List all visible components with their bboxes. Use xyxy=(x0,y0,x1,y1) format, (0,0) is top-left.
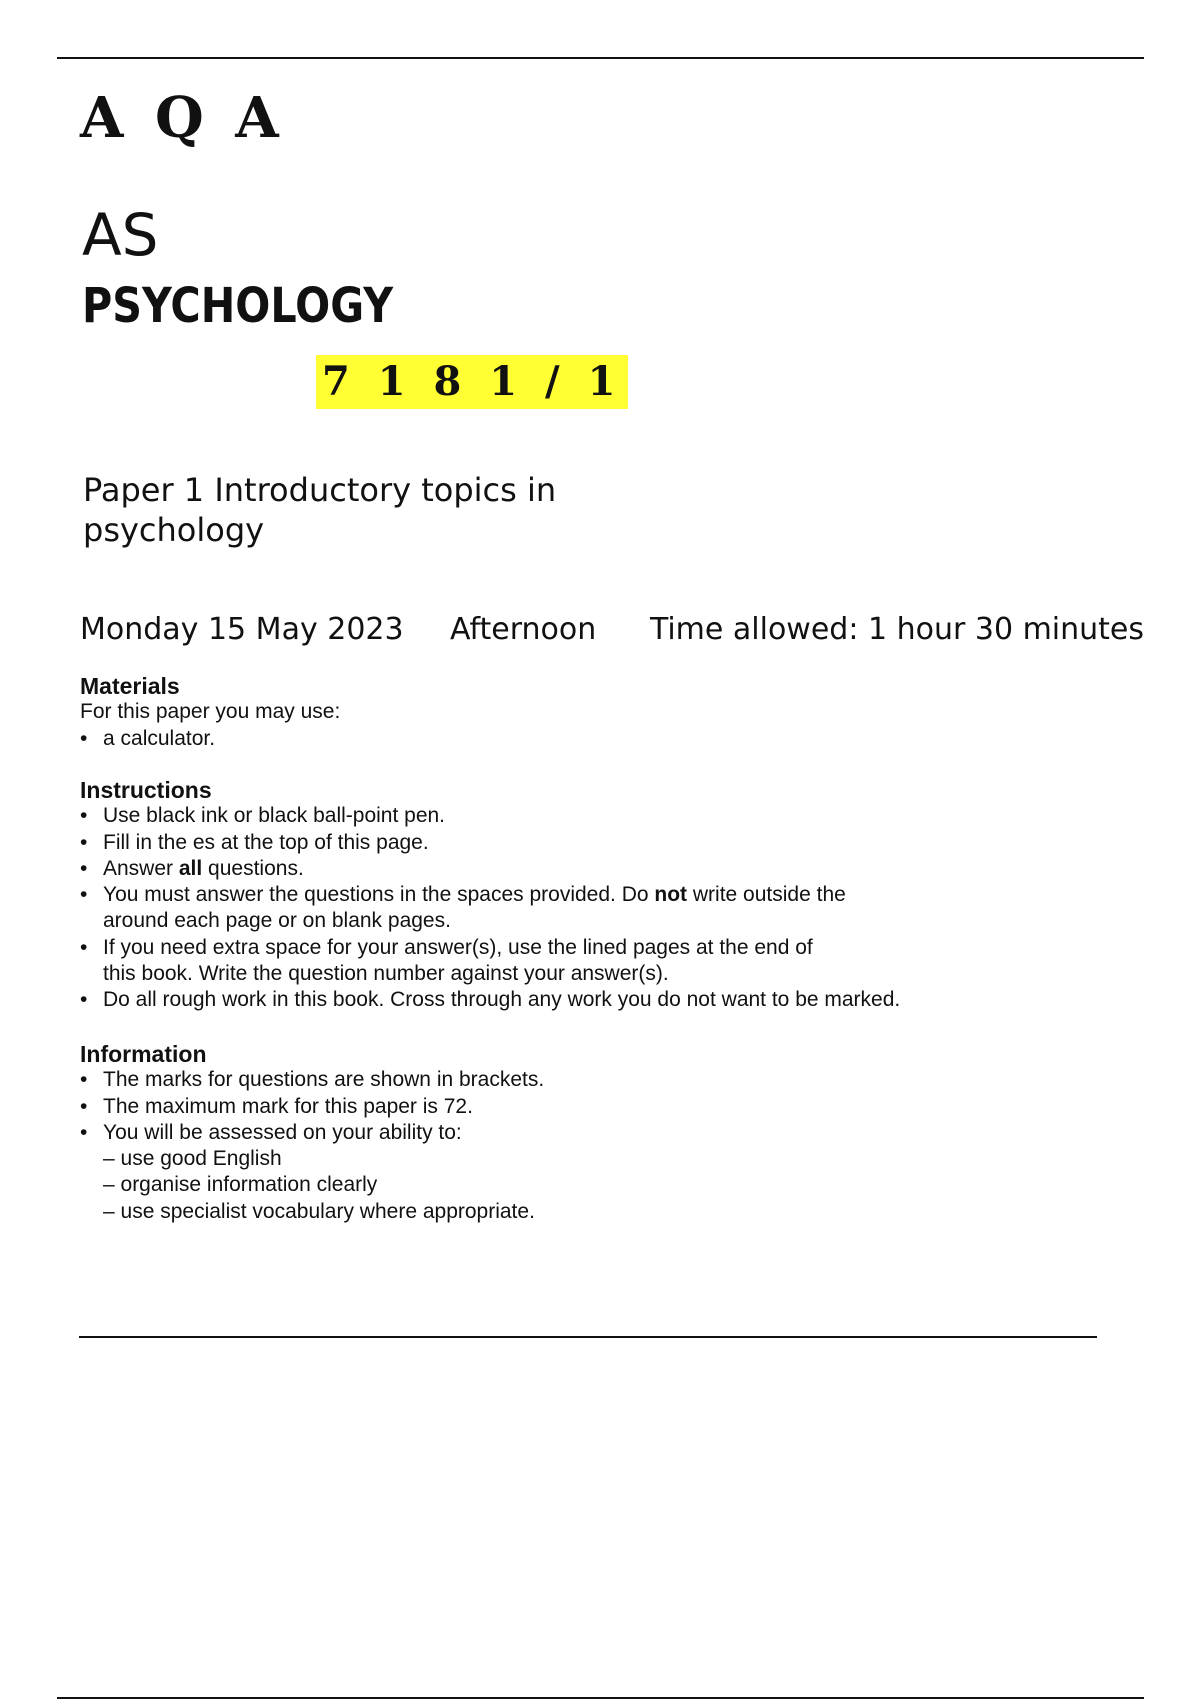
materials-intro: For this paper you may use: xyxy=(80,700,341,724)
materials-heading: Materials xyxy=(80,673,180,699)
information-item-marks: • The marks for questions are shown in brackets. xyxy=(80,1067,1080,1093)
instruction-spaces-suffix: write outside the around each page or on blank pages. xyxy=(103,883,846,933)
instructions-heading: Instructions xyxy=(80,777,212,803)
exam-date: Monday 15 May 2023 xyxy=(80,612,404,647)
assessment-subitem-vocabulary: – use specialist vocabulary where appropriate. xyxy=(103,1199,535,1223)
paper-title: Paper 1 Introductory topics in psychology xyxy=(83,471,557,549)
materials-list xyxy=(80,726,1080,752)
paper-code: 7 1 8 1 / 1 xyxy=(316,355,628,409)
information-section xyxy=(80,1041,1080,1225)
exam-details xyxy=(80,610,1144,650)
time-allowed: Time allowed: 1 hour 30 minutes xyxy=(649,612,1144,647)
assessment-subitem-english: – use good English xyxy=(103,1147,282,1171)
information-item-maximum-mark: • The maximum mark for this paper is 72. xyxy=(80,1094,1080,1120)
subject-title: PSYCHOLOGY xyxy=(82,278,394,334)
instruction-answer-prefix: Answer xyxy=(103,856,179,880)
information-list xyxy=(80,1067,1080,1225)
instruction-answer-emphasis: all xyxy=(178,856,203,880)
middle-rule xyxy=(79,1336,1097,1338)
aqa-logo: A Q A xyxy=(80,85,285,151)
materials-section xyxy=(80,673,1080,752)
assessment-subitem-organise: – organise information clearly xyxy=(103,1173,378,1197)
exam-session: Afternoon xyxy=(450,612,597,647)
instruction-item-extra-space: • If you need extra space for your answer(s), use the lined pages at the end of this book. Write the question number against your answer(s). xyxy=(80,935,813,988)
information-heading: Information xyxy=(80,1041,207,1067)
instruction-item-spaces xyxy=(80,882,873,935)
instruction-item-pen: • Use black ink or black ball-point pen. xyxy=(80,803,1080,829)
assessment-intro: You will be assessed on your ability to: xyxy=(103,1120,462,1144)
top-rule xyxy=(57,57,1144,59)
qualification-level: AS xyxy=(82,201,159,269)
materials-item-calculator: • a calculator. xyxy=(80,726,1080,752)
bottom-rule xyxy=(57,1697,1144,1699)
instructions-list xyxy=(80,803,1080,1013)
instruction-item-fill-in: • Fill in the es at the top of this page. xyxy=(80,830,1080,856)
instruction-answer-suffix: questions. xyxy=(202,856,304,880)
instruction-item-rough-work: • Do all rough work in this book. Cross through any work you do not want to be marked. xyxy=(80,987,1080,1013)
instructions-section xyxy=(80,777,1080,1014)
instruction-spaces-prefix: You must answer the questions in the spaces provided. Do xyxy=(103,883,655,907)
instruction-spaces-emphasis: not xyxy=(654,883,688,907)
information-item-assessment xyxy=(80,1120,1080,1225)
instruction-item-answer-all xyxy=(80,856,1080,882)
